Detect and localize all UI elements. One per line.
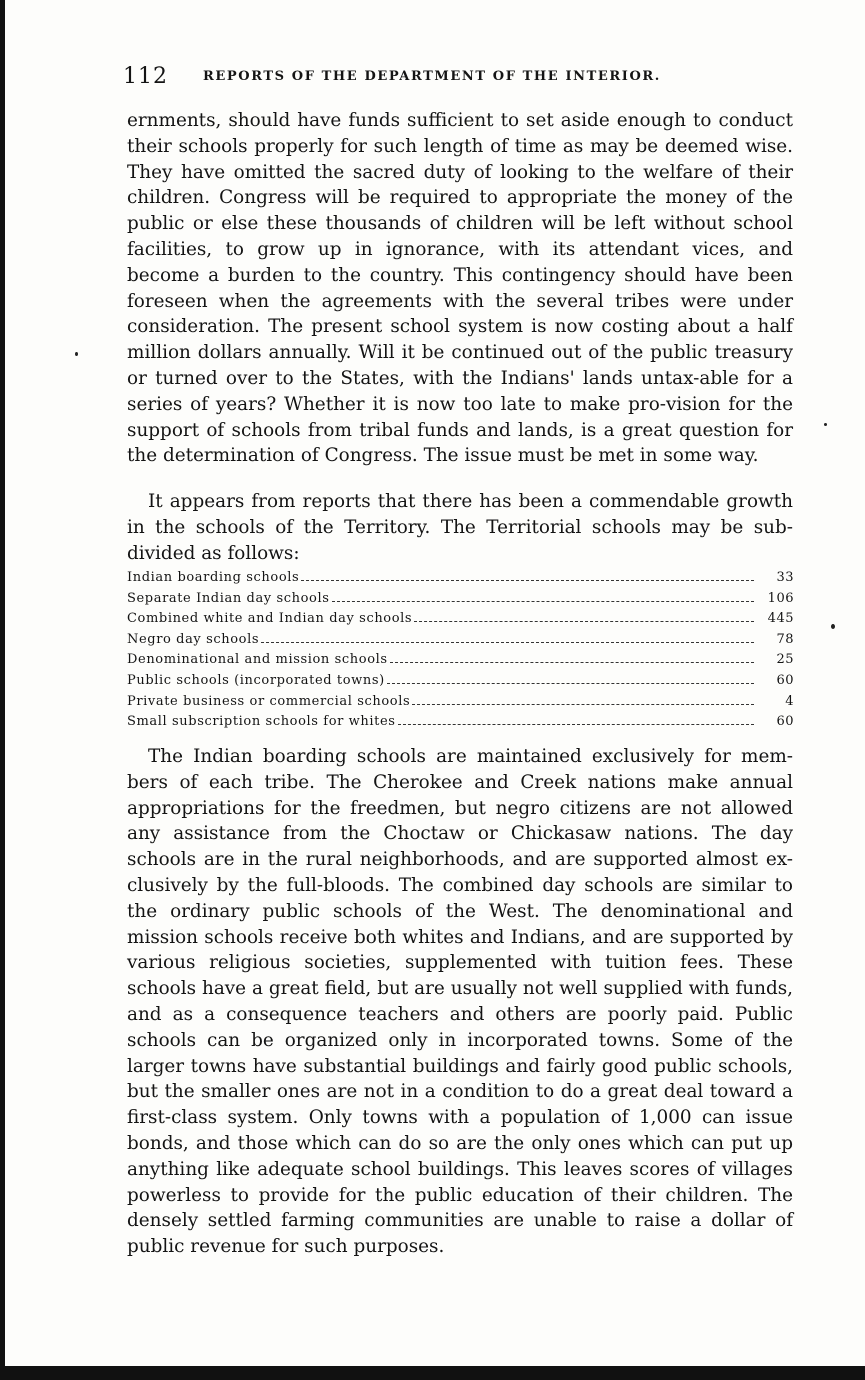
scan-speck	[75, 352, 78, 356]
dot-leader	[301, 579, 754, 581]
row-label: Denominational and mission schools	[127, 652, 388, 668]
scan-border-bottom	[0, 1366, 865, 1380]
scan-speck	[824, 423, 827, 426]
table-row	[127, 609, 794, 630]
paragraph-school-descriptions: The Indian boarding schools are maintained exclusively for mem-bers of each tribe. The Cherokee and Creek nations make annual appropriations for the freedmen, but negro citizens are not allowed any assistance from the Choctaw or Chickasaw nations. The day schools are in the rural neighborhoods, and are supported almost ex-clusively by the full-bloods. The combined day schools are similar to the ordinary public schools of the West. The denominational and mission schools receive both whites and Indians, and are supported by various religious societies, supplemented with tuition fees. These schools have a great field, but are usually not well supplied with funds, and as a consequence teachers and others are poorly paid. Public schools can be organized only in incorporated towns. Some of the larger towns have substantial buildings and fairly good public schools, but the smaller ones are not in a condition to do a great deal toward a first-class system. Only towns with a population of 1,000 can issue bonds, and those which can do so are the only ones which can put up anything like adequate school buildings. This leaves scores of villages powerless to provide for the public education of their children. The densely settled farming communities are unable to raise a dollar of public revenue for such purposes.	[127, 746, 793, 1258]
row-label: Combined white and Indian day schools	[127, 611, 413, 627]
table-row	[127, 589, 794, 610]
row-count: 33	[776, 570, 794, 585]
row-count: 60	[776, 672, 794, 688]
row-label: Negro day schools	[127, 631, 260, 647]
school-counts-table	[127, 568, 794, 733]
row-count: 445	[767, 611, 794, 627]
dot-leader	[387, 682, 754, 684]
running-title: REPORTS OF THE DEPARTMENT OF THE INTERIOR.	[203, 69, 661, 84]
dot-leader	[414, 620, 753, 622]
dot-leader	[332, 600, 754, 602]
table-row	[127, 692, 794, 713]
table-row	[127, 671, 794, 692]
row-count: 4	[785, 693, 794, 709]
dot-leader	[261, 641, 754, 643]
row-label: Public schools (incorporated towns)	[127, 672, 385, 688]
scan-border-left	[0, 0, 5, 1380]
row-count: 106	[767, 590, 794, 606]
scan-speck	[831, 624, 835, 629]
row-label: Separate Indian day schools	[127, 590, 330, 606]
dot-leader	[398, 723, 754, 725]
dot-leader	[390, 661, 754, 663]
paragraph-school-growth: It appears from reports that there has been a commendable growth in the schools of the Territory. The Territorial schools may be sub-divided as follows:	[127, 491, 793, 564]
dot-leader	[412, 703, 754, 705]
row-count: 60	[776, 714, 794, 730]
row-count: 78	[776, 631, 794, 647]
row-count: 25	[776, 652, 794, 668]
row-label: Indian boarding schools	[127, 570, 300, 585]
row-label: Small subscription schools for whites	[127, 714, 396, 730]
row-label: Private business or commercial schools	[127, 693, 411, 709]
table-row	[127, 650, 794, 671]
table-row	[127, 568, 794, 589]
page-header	[123, 64, 803, 92]
table-row	[127, 712, 794, 733]
table-row	[127, 630, 794, 651]
page-number: 112	[123, 64, 168, 89]
paragraph-continuation: ernments, should have funds sufficient to set aside enough to conduct their schools properly for such length of time as may be deemed wise. They have omitted the sacred duty of looking to the welfare of their children. Congress will be required to appropriate the money of the public or else these thousands of children will be left without school facilities, to grow up in ignorance, with its attendant vices, and become a burden to the country. This contingency should have been foreseen when the agreements with the several tribes were under consideration. The present school system is now costing about a half million dollars annually. Will it be continued out of the public treasury or turned over to the States, with the Indians' lands untax-able for a series of years? Whether it is now too late to make pro-vision for the support of schools from tribal funds and lands, is a great question for the determination of Congress. The issue must be met in some way.	[127, 110, 793, 467]
